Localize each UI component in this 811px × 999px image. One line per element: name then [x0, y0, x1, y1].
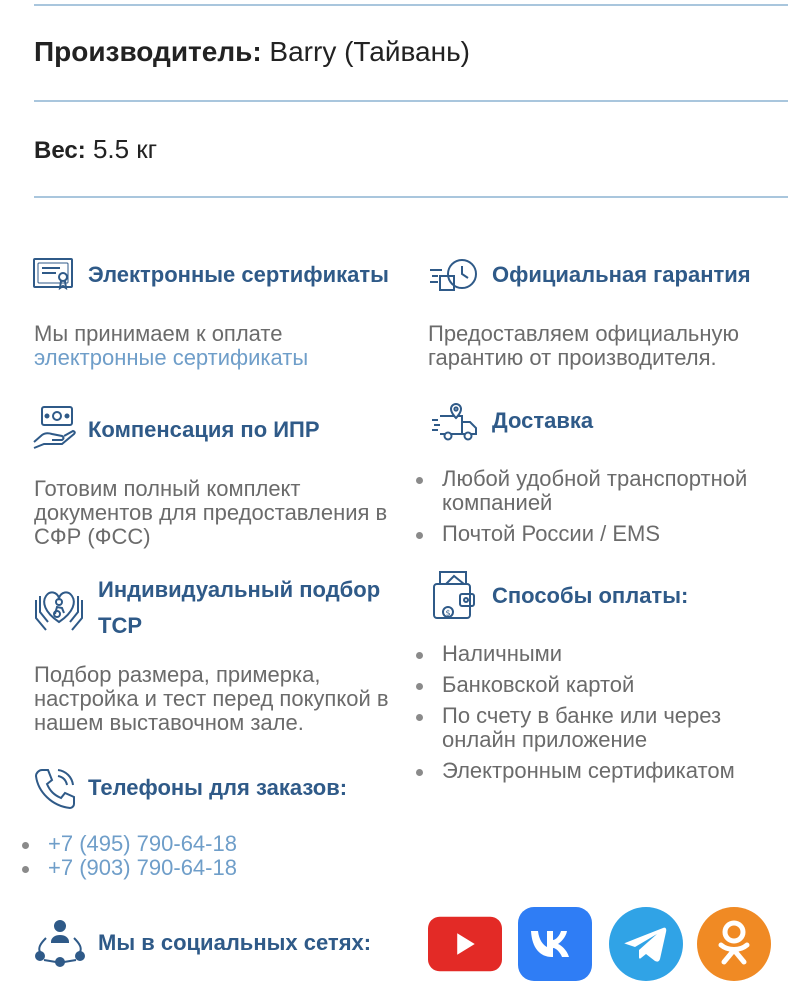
certificate-icon: [32, 256, 76, 297]
certificates-desc-text: Мы принимаем к оплате: [34, 321, 283, 346]
delivery-list: [414, 467, 794, 553]
odnoklassniki-icon: [697, 907, 771, 981]
odnoklassniki-button[interactable]: [697, 907, 771, 981]
selection-desc: Подбор размера, примерка, настройка и тест перед покупкой в нашем выставочном зале.: [34, 662, 389, 735]
divider-top: [34, 4, 788, 6]
vk-button[interactable]: [518, 907, 592, 981]
payment-item: Банковской картой: [414, 673, 794, 697]
delivery-truck-icon: [430, 402, 480, 447]
divider-2: [34, 196, 788, 198]
money-hand-icon: [32, 404, 78, 455]
payment-title: Способы оплаты:: [492, 583, 689, 608]
weight-label: Вес:: [34, 137, 86, 164]
phone-link[interactable]: +7 (495) 790-64-18: [20, 832, 320, 856]
selection-title-line2: ТСР: [98, 613, 142, 638]
weight-row: [34, 134, 157, 165]
youtube-button[interactable]: [428, 907, 502, 981]
certificates-desc: [34, 322, 404, 370]
selection-title: [98, 572, 380, 644]
phones-list: [20, 832, 320, 880]
phone-link[interactable]: +7 (903) 790-64-18: [20, 856, 320, 880]
warranty-desc: Предоставляем официальную гарантию от производителя.: [428, 321, 740, 370]
divider-1: [34, 100, 788, 102]
vk-icon: [518, 907, 592, 981]
warranty-clock-icon: [428, 256, 482, 299]
warranty-title: Официальная гарантия: [492, 262, 751, 287]
manufacturer-row: [34, 36, 470, 68]
youtube-icon: [428, 916, 502, 972]
delivery-item: Любой удобной транспортной компанией: [414, 467, 794, 515]
payment-list: [414, 642, 794, 790]
manufacturer-value: Barry (Тайвань): [269, 36, 470, 67]
certificates-title: Электронные сертификаты: [88, 262, 389, 287]
phones-title: Телефоны для заказов:: [88, 775, 348, 800]
payment-item: Электронным сертификатом: [414, 759, 794, 783]
compensation-desc: Готовим полный комплект документов для предоставления в СФР (ФСС): [34, 476, 388, 549]
svg-text:$: $: [445, 608, 451, 618]
social-title: Мы в социальных сетях:: [98, 930, 372, 955]
phone-icon: [34, 766, 76, 815]
telegram-icon: [609, 907, 683, 981]
compensation-title: Компенсация по ИПР: [88, 417, 320, 442]
care-hands-icon: [32, 582, 86, 639]
certificates-link[interactable]: электронные сертификаты: [34, 345, 309, 370]
delivery-title: Доставка: [492, 408, 594, 433]
selection-title-line1: Индивидуальный подбор: [98, 577, 381, 602]
community-icon: [32, 916, 88, 973]
manufacturer-label: Производитель:: [34, 36, 262, 67]
delivery-item: Почтой России / EMS: [414, 522, 794, 546]
weight-value: 5.5 кг: [92, 134, 158, 164]
payment-item: По счету в банке или через онлайн приложение: [414, 704, 794, 752]
payment-item: Наличными: [414, 642, 794, 666]
telegram-button[interactable]: [609, 907, 683, 981]
wallet-icon: [430, 568, 478, 629]
